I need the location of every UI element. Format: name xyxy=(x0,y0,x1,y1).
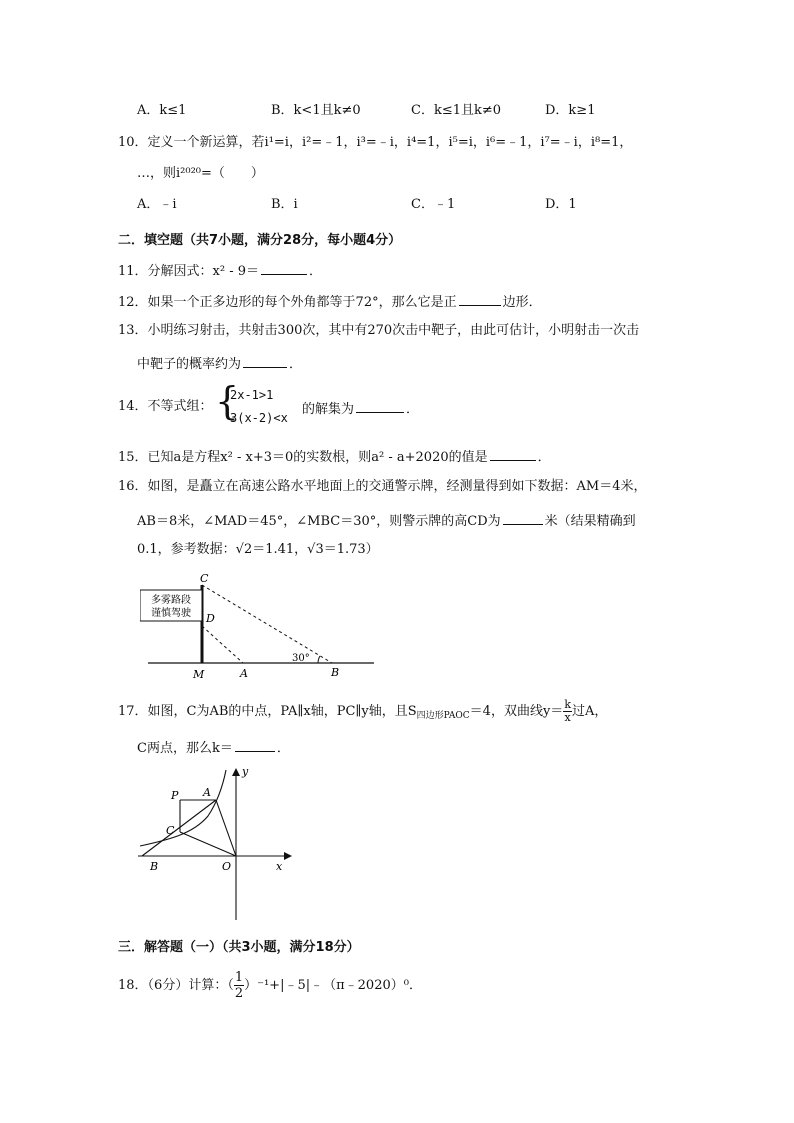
q15-answer-blank[interactable] xyxy=(490,446,536,461)
q16-line3: 0.1，参考数据：√2＝1.41，√3＝1.73） xyxy=(137,542,379,557)
q13-end: ． xyxy=(289,357,303,372)
q17-text-after: 过A， xyxy=(571,704,608,719)
angle-arc xyxy=(318,656,320,663)
q12-text: 如果一个正多边形的每个外角都等于72°，那么它是正 xyxy=(147,295,457,310)
q15 xyxy=(118,446,551,467)
figure-16 xyxy=(140,568,380,683)
q15-number: 15． xyxy=(118,450,148,465)
segment-co xyxy=(180,832,236,856)
q14-tail xyxy=(302,398,419,419)
q13-answer-blank[interactable] xyxy=(243,353,287,368)
section-3-heading: 三．解答题（一）（共3小题，满分18分） xyxy=(118,940,360,955)
q17-line2 xyxy=(137,737,290,758)
line-da xyxy=(202,626,243,663)
q10-line1 xyxy=(118,134,632,152)
q16-text-line1: 如图，是矗立在高速公路水平地面上的交通警示牌，经测量得到如下数据：AM＝4米， xyxy=(147,479,647,494)
q17-frac-den: x xyxy=(564,711,571,724)
q10-option-c: C．﹣1 xyxy=(411,197,456,212)
segment-ab xyxy=(142,800,216,856)
q12-number: 12． xyxy=(118,295,148,310)
sign-text-2: 谨慎驾驶 xyxy=(151,608,191,619)
segment-ao xyxy=(216,800,236,856)
q14-head xyxy=(118,398,213,416)
q13-line2 xyxy=(137,353,302,374)
q14-number: 14． xyxy=(118,399,148,414)
q13-text-line1: 小明练习射击，共射击300次，其中有270次击中靶子，由此可估计，小明射击一次击 xyxy=(147,323,640,338)
q12-answer-blank[interactable] xyxy=(459,291,501,306)
q16-text-line2-end: 米（结果精确到 xyxy=(544,514,636,529)
point-m-label: M xyxy=(193,668,205,681)
q14-brace: { xyxy=(215,379,240,423)
q10-option-d: D．1 xyxy=(545,197,577,212)
q18-text-after: ）⁻¹+|﹣5|﹣（π﹣2020）⁰． xyxy=(244,978,422,993)
q13-text-line2: 中靶子的概率约为 xyxy=(137,357,242,372)
y-axis-arrow xyxy=(232,768,240,776)
angle-label: 30° xyxy=(292,653,310,664)
hyperbola-curve xyxy=(140,770,226,846)
q18-frac-den: 2 xyxy=(234,986,244,1001)
point-c-label: C xyxy=(166,824,175,837)
q16-line1 xyxy=(118,478,647,496)
q14-inequality-1: 2x-1>1 xyxy=(230,388,274,402)
point-b-label: B xyxy=(150,860,159,873)
q14-end: ． xyxy=(406,402,420,417)
line-cb xyxy=(202,585,332,663)
q13-number: 13． xyxy=(118,323,148,338)
point-c-label: C xyxy=(200,572,209,585)
q14-text: 的解集为 xyxy=(302,402,355,417)
y-axis-label: y xyxy=(242,765,249,778)
q11-end: ． xyxy=(309,264,323,279)
sign-text-1: 多雾路段 xyxy=(151,595,191,606)
q18-text: （6分）计算：（ xyxy=(147,978,234,993)
x-axis-arrow xyxy=(284,852,292,860)
q10-stem-line2: …，则i²⁰²⁰=（ ） xyxy=(137,166,264,181)
q17-line1 xyxy=(118,699,607,724)
x-axis-label: x xyxy=(276,860,283,873)
q11 xyxy=(118,260,322,281)
q11-answer-blank[interactable] xyxy=(261,260,307,275)
q17-text-mid: ＝4，双曲线 xyxy=(469,704,543,719)
q14-inequality-2: 3(x-2)<x xyxy=(230,411,288,425)
q17-frac-num: k xyxy=(564,698,571,711)
origin-label: O xyxy=(222,860,232,873)
q10-number: 10． xyxy=(118,135,148,150)
figure-17 xyxy=(138,762,298,924)
q15-text: 已知a是方程x² - x+3＝0的实数根，则a² - a+2020的值是 xyxy=(147,450,488,465)
q11-number: 11． xyxy=(118,264,148,279)
q17-answer-blank[interactable] xyxy=(235,737,275,752)
point-a-label: A xyxy=(240,667,248,680)
q17-area-subscript: 四边形PAOC xyxy=(416,711,470,721)
q12 xyxy=(118,291,542,312)
q9-option-b: B．k<1且k≠0 xyxy=(271,103,361,118)
q15-end: ． xyxy=(537,450,551,465)
q17-end: ． xyxy=(276,741,290,756)
q10-option-a: A．﹣i xyxy=(137,197,177,212)
q16-number: 16． xyxy=(118,479,148,494)
q16-text-line2: AB＝8米，∠MAD＝45°，∠MBC＝30°，则警示牌的高CD为 xyxy=(137,514,501,529)
q10-stem-line1: 定义一个新运算，若i¹=i，i²=﹣1，i³=﹣i，i⁴=1，i⁵=i，i⁶=﹣1，i⁷=﹣i，i⁸=1， xyxy=(147,135,633,150)
q18-number: 18． xyxy=(118,978,148,993)
q18-frac-num: 1 xyxy=(234,970,244,985)
q16-line2 xyxy=(137,510,636,531)
q16-answer-blank[interactable] xyxy=(503,510,543,525)
q17-text-line2: C两点，那么k＝ xyxy=(137,741,233,756)
q17-text-line1: 如图，C为AB的中点，PA∥x轴，PC∥y轴，且S xyxy=(147,704,417,719)
q9-option-a: A．k≤1 xyxy=(137,103,187,118)
q9-option-d: D．k≥1 xyxy=(545,103,596,118)
point-d-label: D xyxy=(206,612,215,625)
q10-option-b: B．i xyxy=(271,197,298,212)
q9-option-c: C．k≤1且k≠0 xyxy=(411,103,502,118)
q17-fraction xyxy=(563,699,572,724)
q12-end: 边形． xyxy=(502,295,542,310)
q17-formula-lhs: y＝ xyxy=(542,704,564,719)
section-2-heading: 二．填空题（共7小题，满分28分，每小题4分） xyxy=(118,233,402,248)
point-a-label: A xyxy=(203,786,211,799)
q11-text: 分解因式：x² - 9＝ xyxy=(147,264,260,279)
q14-answer-blank[interactable] xyxy=(356,398,404,413)
q18 xyxy=(118,970,422,1001)
q14-label: 不等式组： xyxy=(147,399,213,414)
point-p-label: P xyxy=(171,789,179,802)
q18-fraction xyxy=(234,970,244,1001)
q13-line1 xyxy=(118,322,639,340)
q17-number: 17． xyxy=(118,704,148,719)
point-b-label: B xyxy=(331,666,340,679)
